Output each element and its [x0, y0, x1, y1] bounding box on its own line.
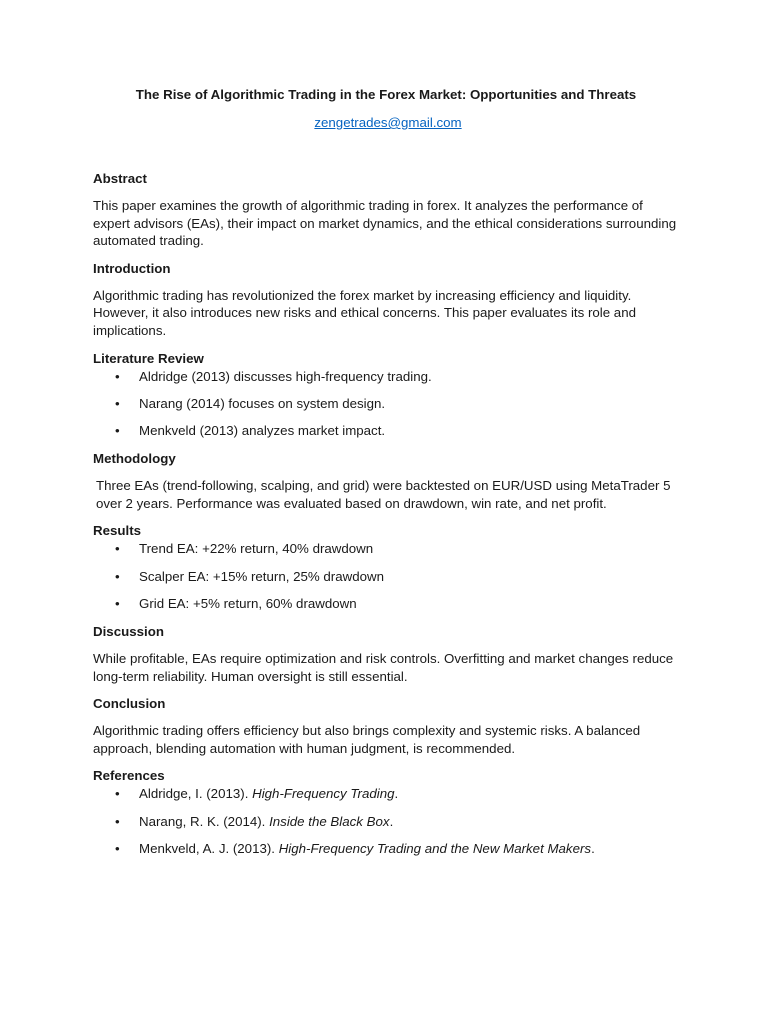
methodology-text: Three EAs (trend-following, scalping, and grid) were backtested on EUR/USD using MetaTrader 5 over 2 years. Performance was evaluated based on drawdown, win rate, and net profit. [96, 478, 671, 511]
conclusion-text: Algorithmic trading offers efficiency but also brings complexity and systemic risks. A balanced approach, blending automation with human judgment, is recommended. [93, 723, 641, 756]
list-item-text: Narang (2014) focuses on system design. [139, 395, 386, 411]
list-item [93, 422, 683, 440]
abstract-heading: Abstract [93, 171, 147, 186]
bullet-icon: • [115, 395, 120, 411]
list-item [93, 595, 683, 613]
bullet-icon: • [115, 541, 120, 557]
references-heading: References [93, 768, 165, 784]
bullet-icon: • [115, 813, 120, 829]
bullet-icon: • [115, 568, 120, 584]
results-list [93, 540, 683, 613]
document-page [93, 86, 683, 858]
bullet-icon: • [115, 595, 120, 611]
conclusion-heading: Conclusion [93, 696, 166, 712]
list-item [93, 368, 683, 386]
reference-end: . [389, 813, 394, 829]
list-item [93, 395, 683, 413]
list-item-text: Scalper EA: +15% return, 25% drawdown [139, 568, 385, 584]
reference-title: High-Frequency Trading and the New Market Makers [278, 840, 592, 856]
results-heading: Results [93, 523, 142, 539]
paper-title: The Rise of Algorithmic Trading in the Forex Market: Opportunities and Threats [135, 87, 637, 102]
list-item [93, 568, 683, 586]
literature-review-heading: Literature Review [93, 350, 204, 366]
introduction-heading: Introduction [93, 260, 171, 276]
abstract-text: This paper examines the growth of algorithmic trading in forex. It analyzes the performance of expert advisors (EAs), their impact on market dynamics, and the ethical considerations surrounding automated trading. [93, 198, 677, 249]
reference-item [93, 840, 683, 858]
reference-authors: Aldridge, I. (2013). [139, 786, 253, 802]
discussion-text: While profitable, EAs require optimization and risk controls. Overfitting and market changes reduce long-term reliability. Human oversight is still essential. [93, 650, 674, 684]
bullet-icon: • [115, 840, 120, 856]
reference-item [93, 813, 683, 831]
discussion-heading: Discussion [93, 623, 164, 639]
reference-title: Inside the Black Box [269, 813, 390, 829]
list-item-text: Menkveld (2013) analyzes market impact. [139, 423, 386, 439]
reference-authors: Menkveld, A. J. (2013). [139, 840, 279, 856]
methodology-heading: Methodology [93, 451, 176, 467]
reference-end: . [394, 786, 399, 802]
bullet-icon: • [115, 786, 120, 802]
literature-review-list [93, 368, 683, 441]
author-email-link[interactable]: zengetrades@gmail.com [314, 115, 462, 130]
reference-item [93, 785, 683, 803]
reference-title: High-Frequency Trading [252, 786, 395, 802]
introduction-text: Algorithmic trading has revolutionized the forex market by increasing efficiency and liquidity. However, it also introduces new risks and ethical concerns. This paper evaluates its role and implications. [93, 287, 636, 338]
list-item [93, 540, 683, 558]
reference-end: . [591, 840, 595, 856]
reference-authors: Narang, R. K. (2014). [139, 813, 270, 829]
list-item-text: Trend EA: +22% return, 40% drawdown [139, 541, 374, 557]
bullet-icon: • [115, 368, 120, 384]
list-item-text: Grid EA: +5% return, 60% drawdown [139, 595, 357, 611]
references-list [93, 785, 683, 858]
bullet-icon: • [115, 423, 120, 439]
list-item-text: Aldridge (2013) discusses high-frequency trading. [139, 368, 432, 384]
